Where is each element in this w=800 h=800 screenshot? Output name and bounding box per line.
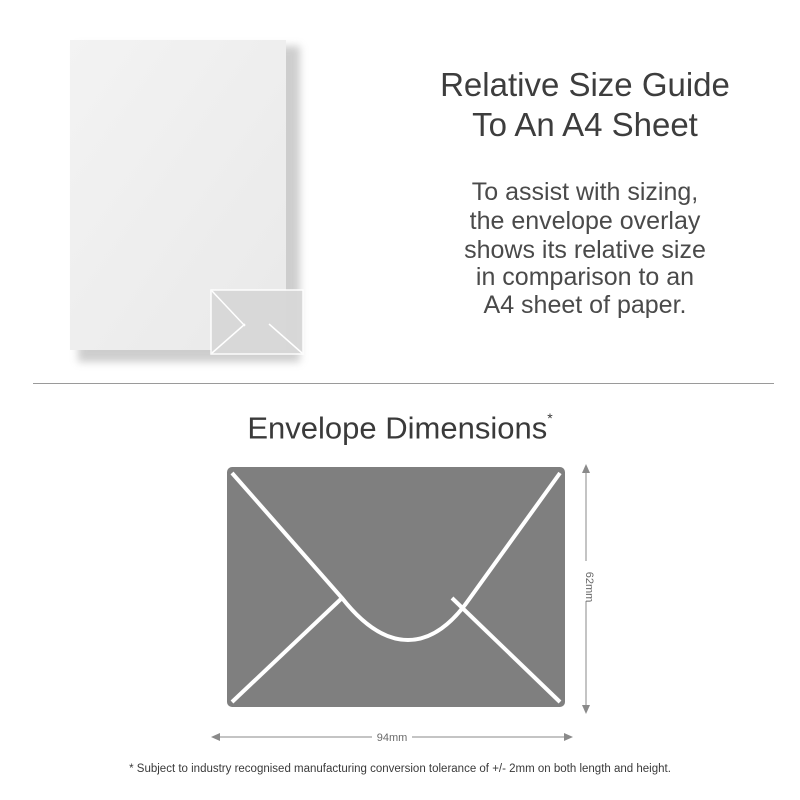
tolerance-footnote: * Subject to industry recognised manufacturing conversion tolerance of +/- 2mm on both length and height.	[129, 763, 671, 775]
guide-heading-line-2: To An A4 Sheet	[472, 106, 698, 143]
width-label: 94mm	[376, 732, 408, 744]
intro-line: the envelope overlay	[469, 207, 701, 235]
a4-paper-illustration	[62, 34, 312, 374]
envelope-graphic	[200, 455, 620, 755]
envelope-diagram	[200, 455, 620, 755]
intro-line: shows its relative size	[464, 236, 706, 264]
a4-sheet-graphic	[62, 34, 312, 374]
guide-heading-line-1: Relative Size Guide	[440, 66, 730, 103]
dimensions-title-text: Envelope Dimensions	[247, 410, 548, 446]
envelope-overlay	[211, 290, 303, 354]
dimensions-asterisk: *	[547, 410, 553, 426]
intro-line: in comparison to an	[475, 263, 695, 291]
intro-line: A4 sheet of paper.	[483, 291, 687, 319]
dimensions-title	[0, 402, 800, 448]
intro-line: To assist with sizing,	[471, 178, 699, 206]
envelope-shape	[227, 467, 565, 707]
height-label: 62mm	[583, 571, 595, 603]
section-divider	[33, 383, 774, 384]
